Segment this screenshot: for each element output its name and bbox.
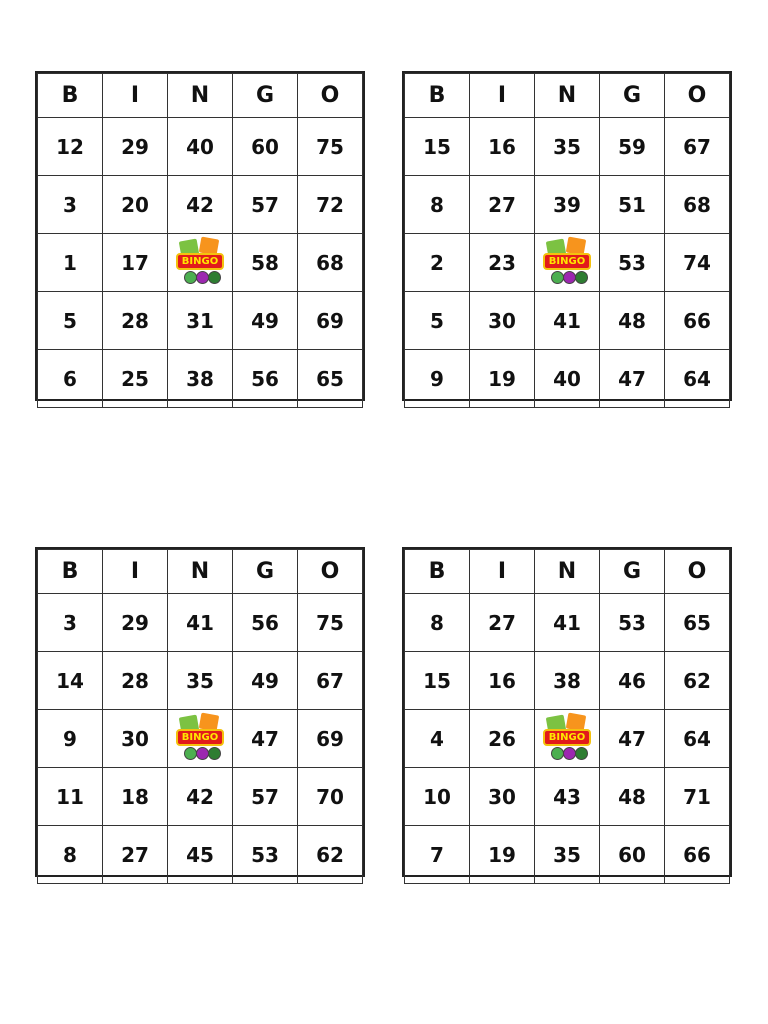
number-cell: 17 [103,234,168,292]
number-cell: 65 [298,350,363,408]
number-cell: 53 [600,594,665,652]
number-cell: 2 [405,234,470,292]
column-header: O [298,550,363,594]
number-row [38,594,363,652]
bingo-logo-text: BINGO [176,253,224,270]
column-header: B [38,74,103,118]
number-cell: 66 [665,826,730,884]
bingo-card [35,547,365,877]
number-cell: 47 [233,710,298,768]
number-cell: 57 [233,768,298,826]
number-cell: 19 [470,826,535,884]
number-cell: 43 [535,768,600,826]
header-row [405,74,730,118]
number-cell: 23 [470,234,535,292]
column-header: B [38,550,103,594]
number-cell: 68 [298,234,363,292]
header-row [405,550,730,594]
number-cell: 28 [103,652,168,710]
number-row [405,768,730,826]
number-cell: 25 [103,350,168,408]
number-cell: 75 [298,594,363,652]
number-cell: 16 [470,118,535,176]
column-header: G [600,74,665,118]
number-row [405,652,730,710]
column-header: I [470,74,535,118]
number-cell: 15 [405,652,470,710]
column-header: O [298,74,363,118]
number-cell: 9 [38,710,103,768]
number-cell: 49 [233,292,298,350]
number-cell: 30 [470,768,535,826]
free-space-cell [535,234,600,292]
number-cell: 48 [600,292,665,350]
number-cell: 6 [38,350,103,408]
number-cell: 42 [168,176,233,234]
number-cell: 28 [103,292,168,350]
number-cell: 27 [470,176,535,234]
number-cell: 8 [405,176,470,234]
column-header: N [168,74,233,118]
number-cell: 49 [233,652,298,710]
number-cell: 74 [665,234,730,292]
bingo-logo-icon [541,714,593,764]
number-cell: 3 [38,594,103,652]
number-cell: 27 [103,826,168,884]
number-cell: 29 [103,594,168,652]
number-cell: 47 [600,710,665,768]
bingo-card [402,71,732,401]
bingo-card [402,547,732,877]
number-cell: 38 [168,350,233,408]
number-row [38,710,363,768]
number-cell: 69 [298,710,363,768]
number-cell: 47 [600,350,665,408]
number-cell: 60 [233,118,298,176]
number-cell: 16 [470,652,535,710]
bingo-grid [37,549,363,884]
number-cell: 60 [600,826,665,884]
bingo-grid [404,549,730,884]
number-cell: 70 [298,768,363,826]
number-cell: 14 [38,652,103,710]
number-cell: 35 [168,652,233,710]
column-header: I [470,550,535,594]
number-cell: 20 [103,176,168,234]
number-cell: 53 [600,234,665,292]
number-cell: 57 [233,176,298,234]
free-space-cell [535,710,600,768]
bingo-logo-icon [174,714,226,764]
number-cell: 62 [298,826,363,884]
number-cell: 68 [665,176,730,234]
number-row [405,234,730,292]
number-cell: 75 [298,118,363,176]
number-cell: 11 [38,768,103,826]
column-header: G [600,550,665,594]
number-cell: 65 [665,594,730,652]
number-cell: 53 [233,826,298,884]
number-cell: 72 [298,176,363,234]
bingo-card [35,71,365,401]
bingo-grid [404,73,730,408]
number-cell: 56 [233,594,298,652]
number-row [38,826,363,884]
number-cell: 38 [535,652,600,710]
number-cell: 45 [168,826,233,884]
number-cell: 3 [38,176,103,234]
number-cell: 51 [600,176,665,234]
number-row [38,234,363,292]
number-cell: 66 [665,292,730,350]
free-space-cell [168,234,233,292]
number-cell: 7 [405,826,470,884]
bingo-logo-icon [541,238,593,288]
number-cell: 19 [470,350,535,408]
number-cell: 15 [405,118,470,176]
number-cell: 26 [470,710,535,768]
bingo-logo-text: BINGO [543,253,591,270]
column-header: N [535,550,600,594]
number-cell: 8 [38,826,103,884]
number-cell: 30 [470,292,535,350]
number-cell: 4 [405,710,470,768]
number-row [405,594,730,652]
column-header: O [665,550,730,594]
column-header: O [665,74,730,118]
number-cell: 27 [470,594,535,652]
number-row [405,176,730,234]
number-cell: 67 [665,118,730,176]
number-cell: 35 [535,118,600,176]
number-cell: 41 [535,594,600,652]
header-row [38,74,363,118]
column-header: N [535,74,600,118]
column-header: I [103,74,168,118]
number-cell: 8 [405,594,470,652]
number-row [405,350,730,408]
number-cell: 31 [168,292,233,350]
number-cell: 64 [665,350,730,408]
number-cell: 41 [168,594,233,652]
number-cell: 18 [103,768,168,826]
number-cell: 40 [168,118,233,176]
number-cell: 59 [600,118,665,176]
bingo-logo-text: BINGO [543,729,591,746]
column-header: I [103,550,168,594]
bingo-logo-text: BINGO [176,729,224,746]
number-row [405,118,730,176]
number-cell: 58 [233,234,298,292]
number-cell: 48 [600,768,665,826]
header-row [38,550,363,594]
number-cell: 71 [665,768,730,826]
number-cell: 40 [535,350,600,408]
number-cell: 9 [405,350,470,408]
number-cell: 30 [103,710,168,768]
column-header: G [233,74,298,118]
number-row [405,710,730,768]
number-cell: 1 [38,234,103,292]
number-cell: 64 [665,710,730,768]
number-row [405,292,730,350]
column-header: G [233,550,298,594]
free-space-cell [168,710,233,768]
number-cell: 67 [298,652,363,710]
bingo-logo-icon [174,238,226,288]
number-cell: 12 [38,118,103,176]
column-header: N [168,550,233,594]
number-cell: 10 [405,768,470,826]
number-cell: 35 [535,826,600,884]
number-row [38,350,363,408]
number-cell: 5 [38,292,103,350]
number-cell: 39 [535,176,600,234]
number-row [38,292,363,350]
number-cell: 69 [298,292,363,350]
number-cell: 56 [233,350,298,408]
bingo-grid [37,73,363,408]
number-row [38,768,363,826]
column-header: B [405,550,470,594]
number-cell: 62 [665,652,730,710]
number-cell: 5 [405,292,470,350]
number-cell: 41 [535,292,600,350]
number-row [38,176,363,234]
number-cell: 29 [103,118,168,176]
number-row [38,118,363,176]
number-row [405,826,730,884]
column-header: B [405,74,470,118]
number-cell: 46 [600,652,665,710]
number-row [38,652,363,710]
number-cell: 42 [168,768,233,826]
